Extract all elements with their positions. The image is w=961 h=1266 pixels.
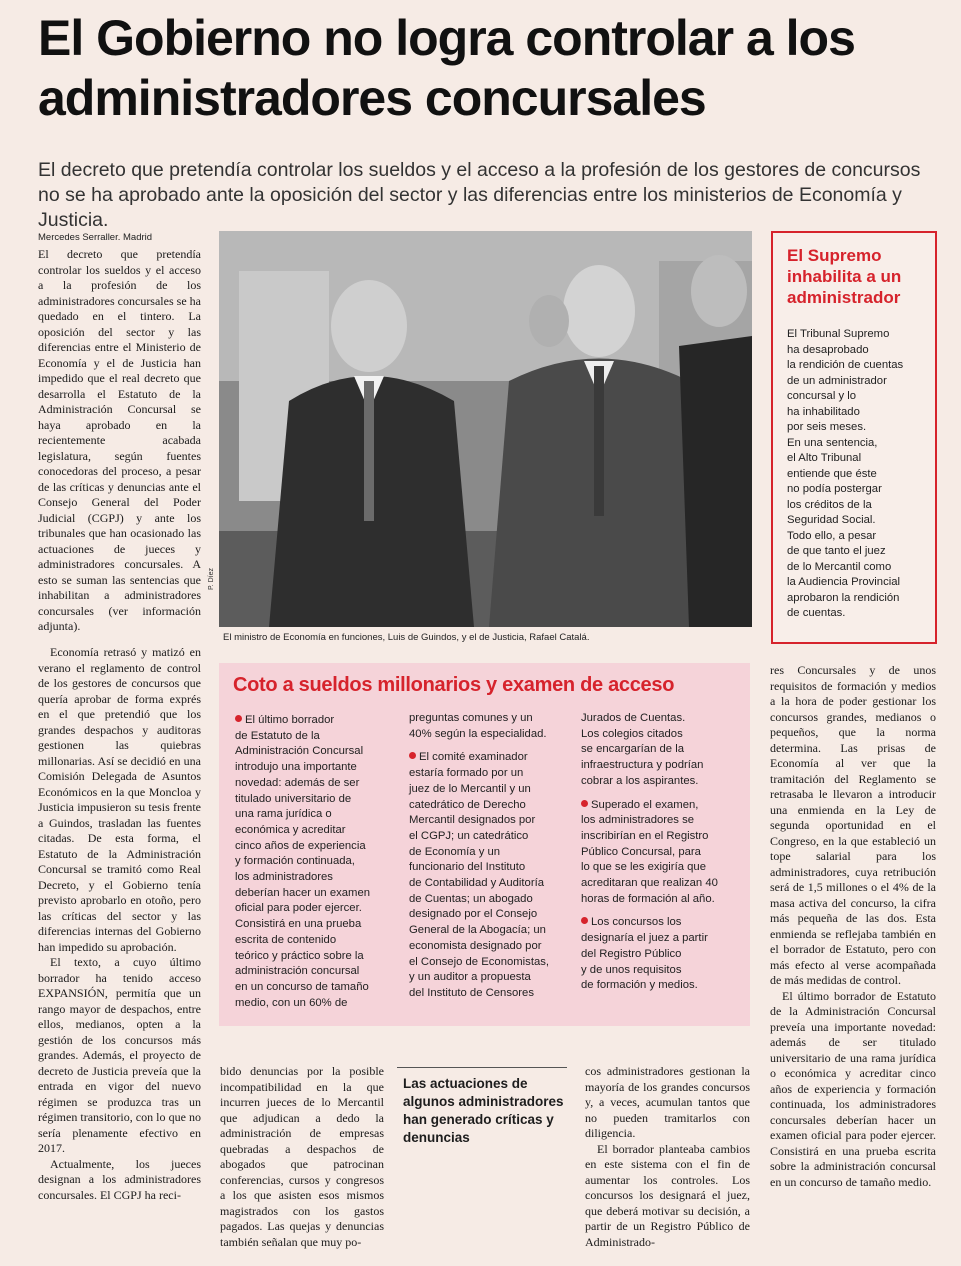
body-column-1-bottom [38,645,201,1203]
body-column-4-bottom [585,1064,750,1250]
sidebar-line: concursal y lo [787,390,857,402]
box-line: designado por el Consejo [409,908,538,921]
sidebar-title: El Supremo inhabilita a un administrador [787,246,902,307]
body-paragraph: Actualmente, los jueces designan a los administradores concursales. El CGPJ ha reci- [38,1156,201,1202]
body-paragraph: bido denuncias por la posible incompatibilidad en la que incurren jueces de lo Mercantil que adjudican a dedo la administración de empresas quebradas a despachos de abogados que patrocinan conferencias, cursos y congresos a los que asisten esos mismos magistrados con los gastos pagados. Las quejas y denuncias también señalan que muy po- [220,1064,384,1249]
sidebar-line: de cuentas. [787,607,846,619]
highlight-box [219,663,750,1026]
box-line: lo que se les exigiría que [581,861,706,874]
box-line: oficial para poder ejercer. [235,902,362,915]
highlight-box-title: Coto a sueldos millonarios y examen de acceso [233,674,675,696]
highlight-box-column-3 [581,711,749,994]
box-line: de Contabilidad y Auditoría [409,877,545,890]
body-paragraph: El último borrador de Estatuto de la Administración Concursal preveía una importante novedad: además de ser titulado universitario de una rama jurídica o económica y acreditar cinco años de experiencia y formación continuada, los administradores concursales deberían hacer un examen oficial para poder ejercer. Consistirá en una prueba escrita sobre la administración concursal en un concurso de tamaño medio. [770,988,936,1189]
box-line: estaría formado por un [409,767,524,780]
body-paragraph: Economía retrasó y matizó en verano el reglamento de control de los gestores de concursos que quería aprobar de forma exprés en el que pretendió que los grandes despachos y auditoras gestionen las quiebras millonarias. Así se decidió en una Comisión Delegada de Asuntos Económicos en la que Moncloa y Justicia impusieron su tesis frente a Guindos, trasladan las fuentes citadas. De esta forma, el Estatuto de la Administración Concursal se tramitó como Real Decreto, y el Gobierno tenía previsto aprobarlo en otoño, pero las críticas del sector y las diferencias internas del Gobierno han impedido su aprobación. [38,645,201,954]
byline: Mercedes Serraller. Madrid [38,232,153,243]
box-line: inscribirían en el Registro [581,829,709,842]
box-line: del Registro Público [581,947,682,960]
box-line: de formación y medios. [581,979,698,992]
sidebar-line: ha desaprobado [787,343,869,356]
box-line: juez de lo Mercantil y un [409,782,531,795]
body-paragraph: El texto, a cuyo último borrador ha tenido acceso EXPANSIÓN, permitía que un rango mayor de despachos, entre ellos, medianos, opten a la gestión de los concursos más grandes. Además, el proyecto de decreto de Justicia preveía que la entrada en vigor del nuevo régimen se produzca tras un régimen transitorio, con lo que no sería plenamente efectivo en 2017. [38,955,201,1155]
sidebar-line: los créditos de la [787,498,872,511]
box-line: y un auditor a propuesta [409,971,531,984]
box-line: económica y acreditar [235,823,346,836]
box-line: Público Concursal, para [581,845,701,858]
bullet-dot-icon [235,715,242,722]
box-line: deberían hacer un examen [235,886,371,899]
sidebar-line: por seis meses. [787,421,867,433]
body-column-2-bottom [220,1064,384,1250]
box-line: preguntas comunes y un [409,712,533,724]
box-line: Mercantil designados por [409,814,536,827]
box-line: economista designado por [409,939,542,952]
box-line: Jurados de Cuentas. [581,712,686,724]
box-line: General de la Abogacía; un [409,924,546,937]
box-line: horas de formación al año. [581,892,715,905]
box-line: novedad: además de ser [235,776,360,789]
box-line: el Consejo de Economistas, [409,955,550,968]
pull-quote-rule [397,1067,567,1068]
sidebar-line: la rendición de cuentas [787,359,904,371]
box-line: en un concurso de tamaño [235,980,369,993]
sidebar-line: de un administrador [787,374,887,387]
box-line [581,798,749,814]
box-line: una rama jurídica o [235,808,332,821]
box-line: escrita de contenido [235,933,337,946]
box-line: infraestructura y podrían [581,759,704,772]
box-line [581,915,749,931]
box-line: teórico y práctico sobre la [235,949,364,962]
body-column-5 [770,663,936,1190]
box-line-text: El último borrador [245,714,335,726]
sidebar-line: la Audiencia Provincial [787,576,901,588]
box-line: y formación continuada, [235,855,355,868]
box-line: de Cuentas; un abogado [409,892,533,905]
sidebar-line: entiende que éste [787,467,877,480]
news-photo [219,231,752,627]
box-spacer [581,790,749,798]
bullet-dot-icon [581,917,588,924]
box-line [409,750,577,766]
box-line: del Instituto de Censores [409,986,534,999]
body-paragraph: res Concursales y de unos requisitos de formación y medios a la hora de poder gestionar los concursos grandes, medianos o pequeños, que la norma determina. Las prisas de Economía al ver que la tramitación del Reglamento se retrasaba le llevaron a introducir una enmienda en la Ley de segunda oportunidad en el Congreso, en la que estableció un tope salarial para los administradores, cuya retribución será de 1,5 millones o el 4% de la masa activa del concurso, la cifra más pequeña de las dos. Esta enmienda se reflejaba también en el borrador de Estatuto, pero con más efecto al verse acompañada de más medidas de control. [770,663,936,987]
highlight-box-column-1 [235,713,403,1011]
box-line: se encargarían de la [581,743,684,756]
sidebar-line: no podía postergar [787,483,882,495]
box-line: designaría el juez a partir [581,932,708,945]
box-line: introdujo una importante [235,761,357,774]
box-line: acreditaran que realizan 40 [581,877,718,890]
sidebar-line: de lo Mercantil como [787,560,892,573]
box-line-text: Los concursos los [591,916,682,929]
sidebar-line: Seguridad Social. [787,514,876,526]
box-line: funcionario del Instituto [409,861,526,874]
bullet-dot-icon [581,800,588,807]
box-line: titulado universitario de [235,792,352,805]
box-line-text: Superado el examen, [591,798,699,811]
highlight-box-column-2 [409,711,577,1002]
sidebar-text [787,327,927,622]
box-line: los administradores se [581,814,695,827]
body-paragraph: El borrador planteaba cambios en este sistema con el fin de aumentar los controles. Los concursos los designará el juez, que deberá motivar su decisión, a partir de un Registro Público de Administrado- [585,1141,750,1249]
headline: El Gobierno no logra controlar a los administradores concursales [38,10,855,126]
body-column-1-top [38,247,201,635]
sidebar-line: el Alto Tribunal [787,452,862,464]
box-spacer [581,907,749,915]
box-line: los administradores [235,871,333,884]
bullet-dot-icon [409,752,416,759]
box-line: de Economía y un [409,845,501,858]
box-line-text: El comité examinador [419,751,528,764]
box-line: Administración Concursal [235,745,364,758]
box-spacer [409,742,577,750]
standfirst: El decreto que pretendía controlar los sueldos y el acceso a la profesión de los gestores de concursos no se ha aprobado ante la oposición del sector y las diferencias entre los ministerios de Economía y Justicia. [38,159,921,231]
photo-caption: El ministro de Economía en funciones, Luis de Guindos, y el de Justicia, Rafael Catalá. [223,632,590,643]
box-line: cobrar a los aspirantes. [581,774,699,787]
sidebar-line: En una sentencia, [787,436,878,449]
sidebar-line: ha inhabilitado [787,405,860,418]
ministers-walking-photo [219,231,752,627]
body-paragraph: El decreto que pretendía controlar los sueldos y el acceso a la profesión de los administradores concursales se ha quedado en el tintero. La oposición del sector y las diferencias entre el Ministerio de Economía y el de Justicia han impedido que el real decreto que desarrolla el Estatuto de la Administración Concursal se haya aprobado en la recientemente acabada legislatura, según fuentes conocedoras del proceso, a pesar de las críticas y denuncias ante el Consejo General del Poder Judicial (CGPJ) y ante los tribunales que han ocasionado las actuaciones de jueces y administradores concursales. A esto se suman las sentencias que inhabilitan a administradores concursales (ver información adjunta). [38,247,201,633]
box-line: el CGPJ; un catedrático [409,829,529,842]
box-line: cinco años de experiencia [235,839,366,852]
sidebar-line: de que tanto el juez [787,545,886,557]
box-line: y de unos requisitos [581,963,682,976]
sidebar-line: aprobaron la rendición [787,591,900,604]
sidebar-line: Todo ello, a pesar [787,529,877,542]
photo-credit: P. Díez [208,567,215,590]
sidebar-box [771,231,937,644]
box-line: de Estatuto de la [235,729,320,742]
sidebar-line: El Tribunal Supremo [787,328,890,340]
box-line [235,713,403,729]
pull-quote-text: Las actuaciones de algunos administradores han generado críticas y denuncias [403,1076,564,1145]
box-line: Los colegios citados [581,727,683,740]
box-line: catedrático de Derecho [409,798,526,811]
box-line: administración concursal [235,965,360,978]
box-line: medio, con un 60% de [235,996,348,1009]
box-line: 40% según la especialidad. [409,727,547,740]
box-line: Consistirá en una prueba [235,918,362,931]
body-paragraph: cos administradores gestionan la mayoría de los grandes concursos y, a veces, acumulan tantos que no pueden tramitarlos con diligencia. [585,1064,750,1140]
